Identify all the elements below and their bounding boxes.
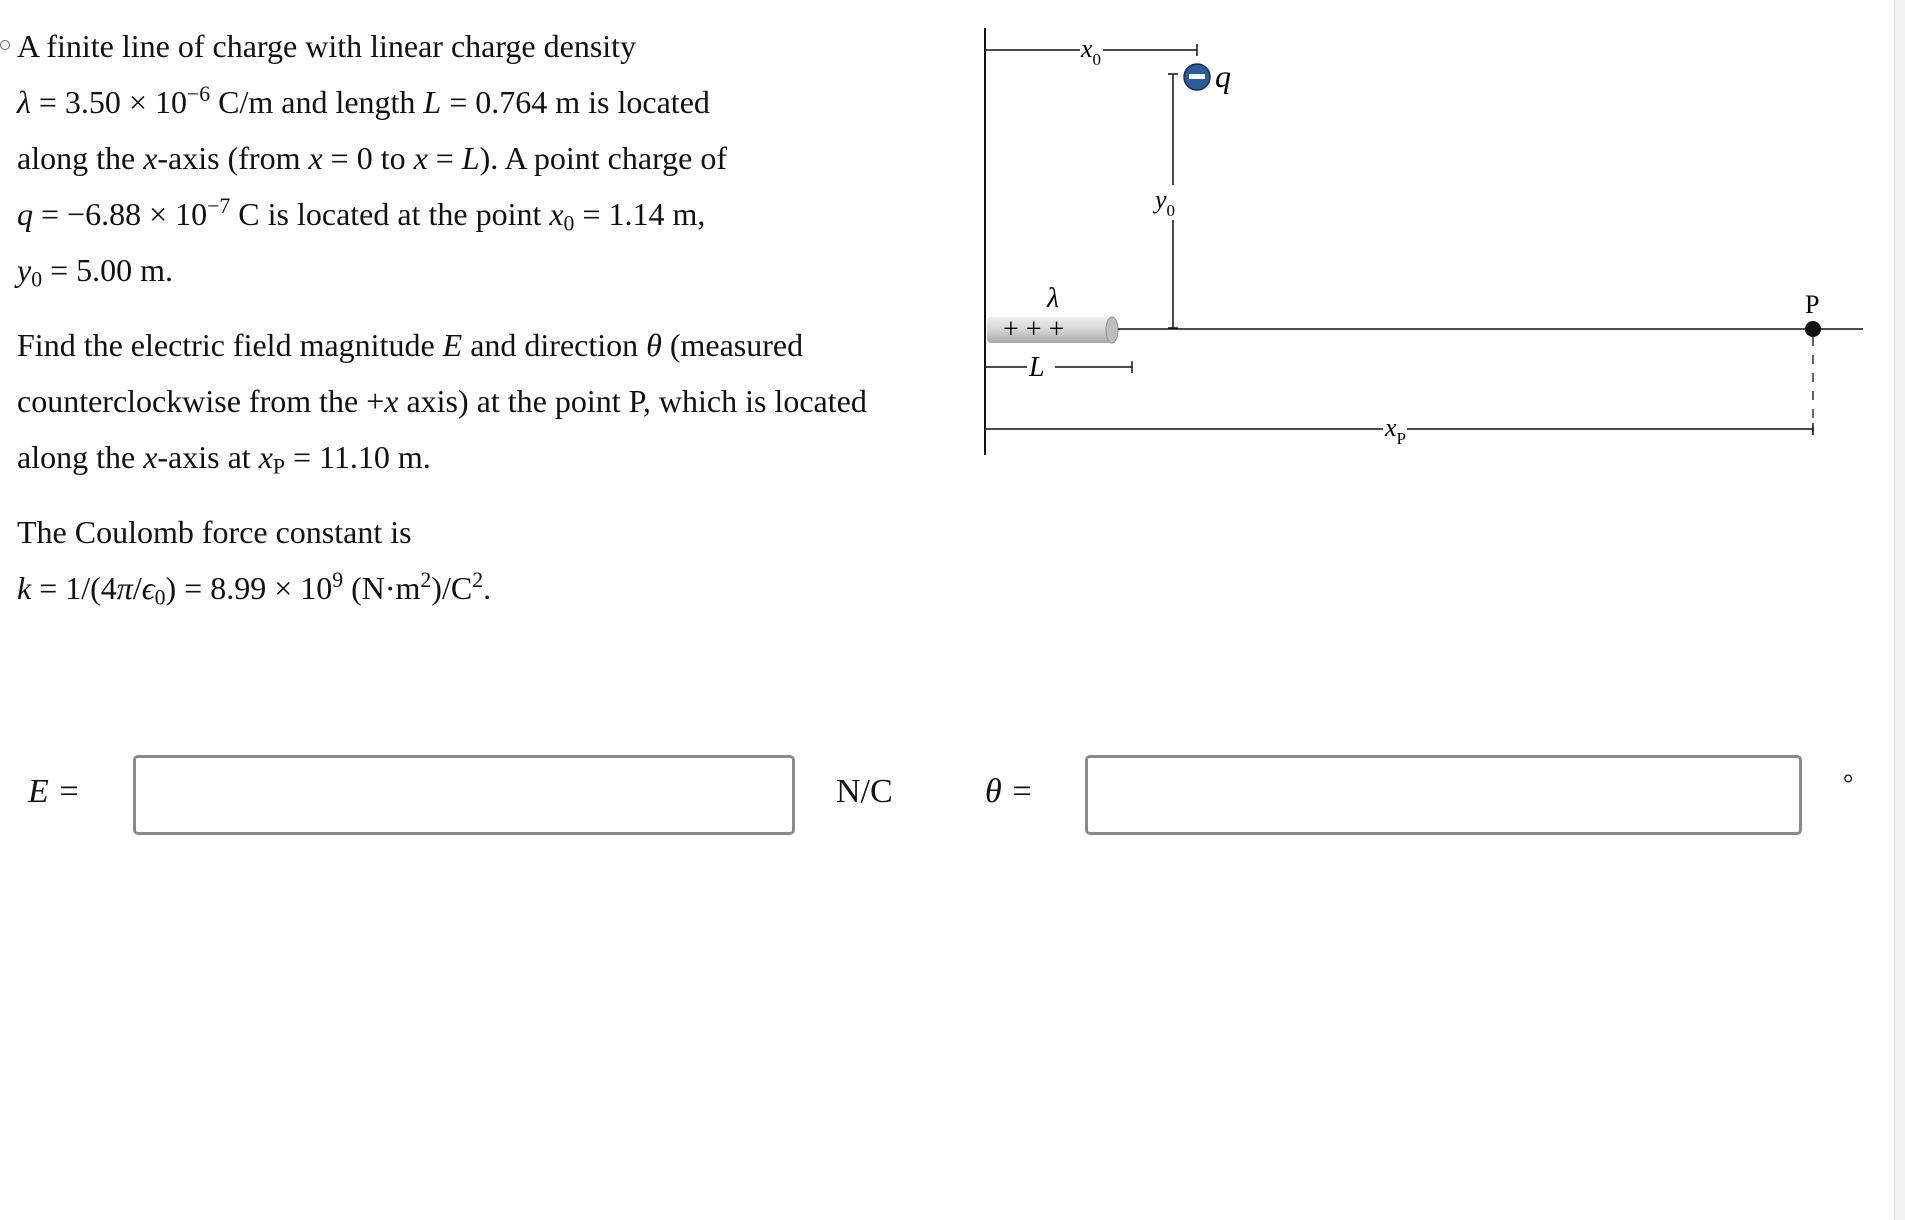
- charge-symbol: q: [17, 196, 33, 232]
- degree-unit-label: °: [1843, 769, 1854, 798]
- k-expression: 1/(4: [65, 570, 117, 606]
- lambda-mantissa: 3.50 × 10: [64, 84, 187, 120]
- equals: =: [41, 196, 60, 232]
- L-label: L: [1029, 352, 1045, 383]
- k-unit: (N·m: [351, 570, 421, 606]
- scrollbar-track[interactable]: [1894, 0, 1905, 1220]
- E-answer-label: E =: [28, 773, 81, 810]
- and-text: and direction: [470, 327, 639, 363]
- y0-value: 5.00 m.: [76, 252, 174, 288]
- problem-paragraph-1: [17, 18, 917, 298]
- theta-answer-label: θ =: [985, 773, 1034, 810]
- bullet-icon: [0, 40, 10, 50]
- x-symbol: x: [308, 140, 323, 176]
- x-symbol: x: [143, 439, 158, 475]
- equals: =: [330, 140, 349, 176]
- equals: =: [582, 196, 601, 232]
- k-unit: )/C: [431, 570, 473, 606]
- length-symbol: L: [461, 140, 480, 176]
- constant-text: The Coulomb force constant is: [17, 514, 412, 550]
- epsilon-symbol: ϵ: [141, 570, 155, 606]
- period: .: [483, 570, 492, 606]
- axis-text: axis) at the point P, which is located along the: [17, 383, 867, 475]
- charge-exponent: −7: [207, 194, 231, 219]
- equals: =: [293, 439, 312, 475]
- pi-symbol: π: [116, 570, 133, 606]
- theta-answer-input[interactable]: [1085, 755, 1802, 835]
- E-answer-input[interactable]: [133, 755, 795, 835]
- problem-paragraph-3: [17, 504, 917, 616]
- xp-label: $x_P$: [1385, 413, 1407, 448]
- slash: /: [132, 570, 142, 606]
- x0-value: 1.14 m,: [608, 196, 706, 232]
- find-text: Find the electric field magnitude: [17, 327, 435, 363]
- E-unit-label: N/C: [836, 773, 893, 810]
- q-label: q: [1215, 58, 1231, 94]
- problem-text: [17, 18, 917, 616]
- k-expression: ) = 8.99 × 10: [165, 570, 333, 606]
- xp-symbol: x: [258, 439, 273, 475]
- lambda-exponent: −6: [186, 82, 211, 107]
- x0-label: $x_0$: [1081, 34, 1102, 69]
- y0-symbol: y: [17, 252, 32, 288]
- equals: =: [435, 140, 454, 176]
- P-label: P: [1805, 290, 1820, 319]
- minus-sign-icon: [1189, 74, 1205, 79]
- subscript-P: P: [272, 454, 285, 479]
- subscript-0: 0: [563, 211, 575, 236]
- range-start: 0 to: [356, 140, 406, 176]
- lambda-unit: C/m and length: [218, 84, 416, 120]
- subscript-0: 0: [31, 267, 43, 292]
- charge-diagram: [975, 20, 1875, 470]
- E-symbol: E: [442, 327, 463, 363]
- k-unit-exponent: 2: [420, 568, 432, 593]
- k-exponent: 9: [332, 568, 344, 593]
- x0-symbol: x: [549, 196, 564, 232]
- charge-mantissa: −6.88 × 10: [67, 196, 208, 232]
- intro-text: A finite line of charge with linear charge density: [17, 28, 637, 64]
- problem-paragraph-2: [17, 317, 917, 485]
- charge-location-text: C is located at the point: [238, 196, 542, 232]
- at-text: -axis at: [157, 439, 251, 475]
- equals: =: [38, 84, 57, 120]
- k-symbol: k: [17, 570, 32, 606]
- length-value: 0.764 m is located: [475, 84, 710, 120]
- measured-text: (measured counterclockwise from the +: [17, 327, 804, 419]
- lambda-label: λ: [1047, 283, 1060, 314]
- range-end: ). A point charge of: [479, 140, 727, 176]
- rod-end-cap: [1106, 317, 1118, 343]
- equals: =: [50, 252, 69, 288]
- y0-label: $y_0$: [1155, 185, 1176, 220]
- diagram-svg: [975, 20, 1875, 470]
- lambda-symbol: λ: [17, 84, 31, 120]
- axis-text: -axis (from: [157, 140, 301, 176]
- answer-row: [0, 755, 1905, 839]
- x-symbol: x: [143, 140, 158, 176]
- theta-symbol: θ: [646, 327, 662, 363]
- x-symbol: x: [384, 383, 399, 419]
- equals: =: [39, 570, 58, 606]
- axis-text: along the: [17, 140, 136, 176]
- subscript-0: 0: [154, 585, 166, 610]
- xp-value: 11.10 m.: [319, 439, 431, 475]
- equals: =: [449, 84, 468, 120]
- length-symbol: L: [423, 84, 442, 120]
- plus-signs: + + +: [1003, 314, 1065, 345]
- x-symbol: x: [413, 140, 428, 176]
- point-P-dot: [1805, 321, 1821, 337]
- k-unit-exponent: 2: [472, 568, 484, 593]
